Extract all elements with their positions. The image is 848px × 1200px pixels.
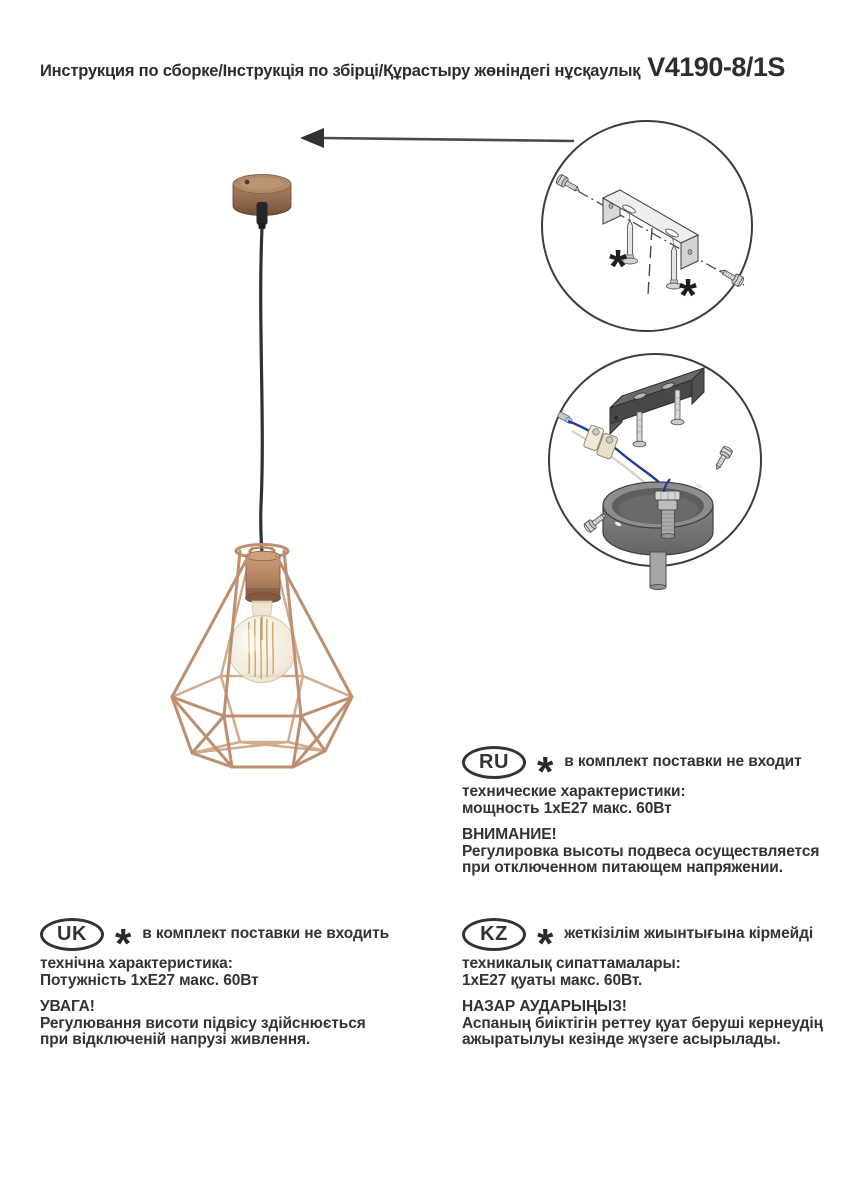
warning-title: УВАГА! <box>40 998 95 1015</box>
spec-line: технические характеристики: <box>462 783 686 800</box>
canopy-stem <box>650 552 666 590</box>
spec-line: мощность 1хЕ27 макс. 60Вт <box>462 799 672 817</box>
section-kz <box>462 918 848 1049</box>
spec-line: техникалық сипаттамалары: <box>462 955 681 972</box>
warning-line: Регулировка высоты подвеса осуществляется <box>462 842 820 860</box>
spec-line: 1хЕ27 қуаты макс. 60Вт. <box>462 971 643 989</box>
detail-circle-bracket <box>542 121 752 331</box>
not-included-note-ru: в комплект поставки не входит <box>564 752 802 770</box>
warning-title: НАЗАР АУДАРЫҢЫЗ! <box>462 998 627 1015</box>
language-badge-ru: RU <box>462 746 526 779</box>
spec-line: технічна характеристика: <box>40 955 233 972</box>
not-included-asterisk: * <box>679 269 697 321</box>
asterisk-symbol: * <box>537 748 554 795</box>
lamp-socket <box>246 551 281 603</box>
language-badge-uk: UK <box>40 918 104 951</box>
asterisk-symbol: * <box>537 920 554 967</box>
spec-ru <box>462 784 848 817</box>
model-number: V4190-8/1S <box>647 52 785 82</box>
warning-line: при отключенном питающем напряжении. <box>462 859 783 876</box>
asterisk-symbol: * <box>115 920 132 967</box>
title-text: Инструкция по сборке/Інструкція по збірці/Құрастыру жөніндегі нұсқаулық <box>40 62 641 80</box>
light-bulb <box>229 601 296 683</box>
page-title <box>40 52 840 83</box>
lamp-ceiling-canopy <box>233 175 291 230</box>
canopy-cup <box>603 479 713 555</box>
warning-line: Аспаның биіктігін реттеу қуат беруші кернеудің <box>462 1014 823 1032</box>
warning-kz <box>462 999 848 1049</box>
section-uk <box>40 918 440 1049</box>
warning-line: Регулювання висоти підвісу здійснюється <box>40 1014 366 1032</box>
cord-strain-relief <box>257 202 268 225</box>
arrow-head <box>300 128 324 148</box>
section-ru <box>462 746 848 877</box>
warning-line: при відключеній напрузі живлення. <box>40 1031 311 1048</box>
warning-line: ажыратылуы кезінде жүзеге асырылады. <box>462 1031 781 1048</box>
spec-uk <box>40 956 440 989</box>
detail-circle-canopy <box>549 354 761 590</box>
spec-line: Потужність 1хЕ27 макс. 60Вт <box>40 971 259 989</box>
canopy-screw <box>245 180 250 185</box>
warning-title: ВНИМАНИЕ! <box>462 826 557 843</box>
not-included-note-kz: жеткізілім жиынтығына кірмейді <box>564 924 814 942</box>
warning-uk <box>40 999 440 1049</box>
lamp-cord <box>261 228 263 556</box>
pendant-lamp-illustration <box>172 175 352 768</box>
warning-ru <box>462 827 848 877</box>
pointer-arrow <box>300 128 574 148</box>
not-included-asterisk: * <box>609 240 627 292</box>
not-included-note-uk: в комплект поставки не входить <box>142 924 390 942</box>
language-badge-kz: KZ <box>462 918 526 951</box>
spec-kz <box>462 956 848 989</box>
